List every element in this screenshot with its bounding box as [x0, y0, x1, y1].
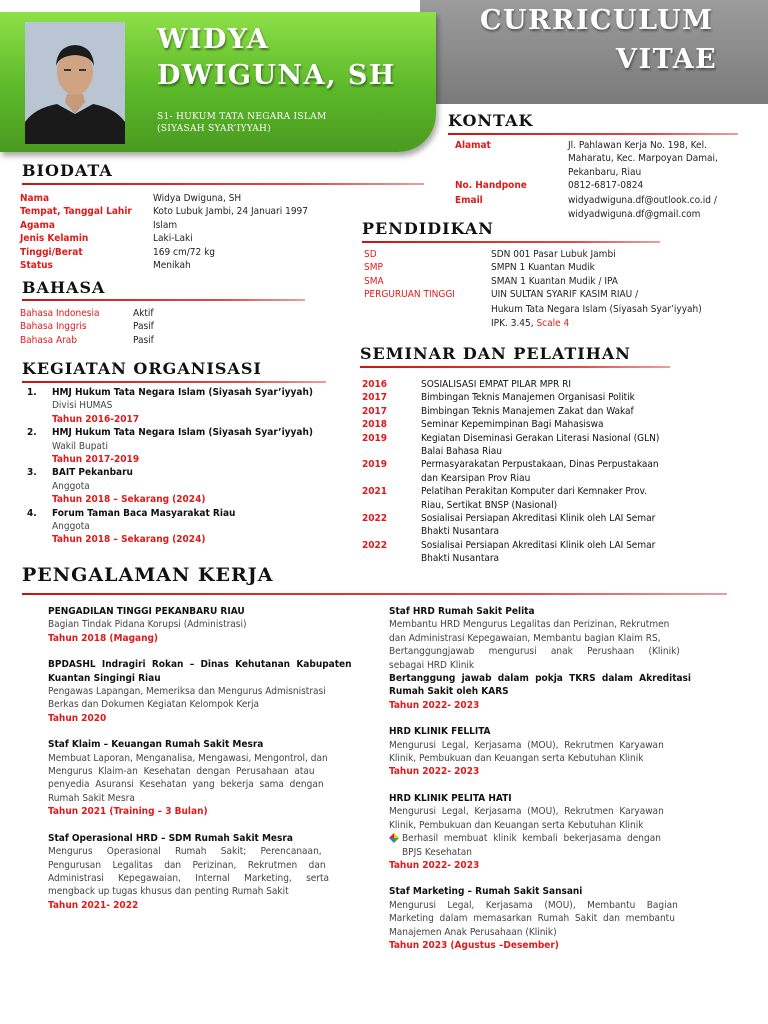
pendidikan-value: UIN SULTAN SYARIF KASIM RIAU / [491, 289, 639, 301]
seminar-year: 2019 [362, 432, 388, 444]
biodata-value: Menikah [153, 259, 191, 271]
experience-desc: Marketing dalam memasarkan Rumah Sakit dan membantu [389, 913, 675, 925]
email-line: widyadwiguna.df@outlook.co.id / [568, 195, 717, 206]
seminar-year: 2017 [362, 392, 388, 404]
experience-desc: sebagai HRD Klinik [389, 659, 475, 671]
seminar-item [362, 378, 702, 391]
seminar-text [421, 432, 659, 459]
seminar-item [362, 391, 702, 404]
organisasi-title: HMJ Hukum Tata Negara Islam (Siyasah Syar’iyyah) [52, 387, 313, 398]
alamat-label: Alamat [455, 140, 491, 151]
seminar-text [421, 405, 634, 418]
experience-year: Tahun 2018 (Magang) [48, 632, 159, 644]
alamat-line: Maharatu, Kec. Marpoyan Damai, [568, 153, 718, 165]
experience-desc: Membuat Laporan, Menganalisa, Mengawasi, Mengontrol, dan [48, 752, 328, 764]
experience-desc: Administrasi Kepegawaian, Internal Marketing, serta [48, 872, 330, 884]
ipk-scale: Scale 4 [536, 318, 570, 329]
pendidikan-label: SMP [364, 262, 383, 274]
experience-item [48, 738, 338, 818]
experience-title: Staf Klaim – Keuangan Rumah Sakit Mesra [48, 739, 264, 751]
seminar-item [362, 485, 702, 512]
pt-ipk [491, 317, 569, 330]
degree-line-1: S1- HUKUM TATA NEGARA ISLAM [157, 112, 327, 122]
seminar-text-line: Bimbingan Teknis Manajemen Organisasi Politik [421, 392, 635, 404]
profile-photo [25, 22, 125, 144]
experience-item [48, 658, 352, 725]
pengalaman-right-column [389, 605, 691, 965]
seminar-text-line: Riau, Sertikat BNSP (Nasional) [421, 499, 558, 511]
experience-desc: Mengurusi Legal, Kerjasama (MOU), Rekrutmen Karyawan [389, 806, 664, 818]
alamat-line: Pekanbaru, Riau [568, 166, 642, 178]
seminar-text-line: Sosialisai Persiapan Akreditasi Klinik oleh LAI Semar [421, 539, 656, 551]
experience-year: Tahun 2021- 2022 [48, 899, 139, 911]
seminar-heading: SEMINAR DAN PELATIHAN [360, 344, 631, 363]
experience-title: Staf Marketing – Rumah Sakit Sansani [389, 886, 583, 898]
experience-desc: Mengurusi Legal, Kerjasama (MOU), Rekrutmen Karyawan [389, 739, 664, 751]
experience-desc: Berkas dan Dokumen Kegiatan Kelompok Kerja [48, 699, 260, 711]
bahasa-row [20, 334, 280, 347]
experience-item [389, 725, 679, 779]
experience-desc: Membantu HRD Mengurus Legalitas dan Perizinan, Rekrutmen [389, 619, 670, 631]
experience-desc: mengback up tugas khusus dan penting Rumah Sakit [48, 886, 289, 898]
degree-line-2: (SIYASAH SYAR’IYYAH) [157, 124, 271, 134]
kontak-rule [448, 133, 738, 135]
seminar-text-line: Kegiatan Diseminasi Gerakan Literasi Nasional (GLN) [421, 432, 660, 444]
cv-title-line-1: CURRICULUM [480, 5, 714, 36]
name-line-1: WIDYA [157, 24, 270, 55]
experience-desc: Mengurusi Legal, Kerjasama (MOU), Membantu Bagian [389, 899, 678, 911]
organisasi-number: 2. [27, 427, 37, 439]
organisasi-item [27, 507, 357, 547]
seminar-text-line: Seminar Kepemimpinan Bagi Mahasiswa [421, 419, 604, 431]
pendidikan-label: SD [364, 249, 377, 260]
biodata-value: Islam [153, 219, 178, 231]
biodata-rule [22, 183, 424, 185]
bahasa-label: Bahasa Indonesia [20, 308, 100, 319]
experience-desc: penyedia Asuransi Kesehatan yang bekerja sama dengan [48, 779, 324, 791]
organisasi-title: HMJ Hukum Tata Negara Islam (Siyasah Syar’iyyah) [52, 427, 313, 439]
seminar-year: 2022 [362, 539, 388, 551]
experience-desc-bold: Rumah Sakit oleh KARS [389, 686, 509, 698]
pendidikan-value: SMAN 1 Kuantan Mudik / IPA [491, 275, 618, 287]
organisasi-year: Tahun 2018 – Sekarang (2024) [52, 534, 206, 546]
pendidikan-rule [362, 241, 660, 243]
seminar-text [421, 458, 659, 485]
seminar-item [362, 418, 702, 431]
experience-desc: Rumah Sakit Mesra [48, 792, 135, 804]
bahasa-row [20, 307, 280, 320]
experience-title: Staf HRD Rumah Sakit Pelita [389, 606, 535, 617]
seminar-item [362, 458, 702, 485]
biodata-row [20, 192, 380, 205]
experience-title: PENGADILAN TINGGI PEKANBARU RIAU [48, 606, 245, 617]
seminar-list [362, 378, 702, 566]
pengalaman-left-column [48, 605, 352, 925]
seminar-text-line: Bhakti Nusantara [421, 526, 500, 538]
seminar-text-line: Sosialisai Persiapan Akreditasi Klinik oleh LAI Semar [421, 513, 656, 525]
pengalaman-heading: PENGALAMAN KERJA [22, 564, 274, 586]
biodata-table [20, 192, 380, 272]
experience-title: HRD KLINIK PELITA HATI [389, 792, 512, 804]
organisasi-year: Tahun 2016-2017 [52, 413, 140, 425]
experience-item [389, 792, 679, 872]
biodata-value: 169 cm/72 kg [153, 246, 215, 258]
organisasi-item [27, 386, 357, 426]
biodata-row [20, 232, 380, 245]
organisasi-role: Anggota [52, 521, 90, 533]
seminar-text-line: Bimbingan Teknis Manajemen Zakat dan Wakaf [421, 405, 634, 417]
biodata-value: Laki-Laki [153, 233, 193, 245]
organisasi-title: Forum Taman Baca Masyarakat Riau [52, 507, 236, 519]
alamat-line: Jl. Pahlawan Kerja No. 198, Kel. [568, 140, 707, 151]
organisasi-number: 4. [27, 507, 37, 519]
experience-year: Tahun 2020 [48, 712, 107, 724]
seminar-item [362, 405, 702, 418]
seminar-text-line: Permasyarakatan Perpustakaan, Dinas Perpustakaan [421, 459, 659, 471]
experience-year: Tahun 2022- 2023 [389, 766, 480, 778]
pendidikan-value: SDN 001 Pasar Lubuk Jambi [491, 249, 616, 260]
organisasi-list [27, 386, 357, 547]
pendidikan-table [364, 248, 754, 302]
pt-major: Hukum Tata Negara Islam (Siyasah Syar’iyyah) [491, 304, 702, 315]
organisasi-year: Tahun 2017-2019 [52, 454, 140, 466]
seminar-year: 2016 [362, 379, 388, 390]
seminar-item [362, 539, 702, 566]
email-value [568, 194, 717, 222]
organisasi-heading: KEGIATAN ORGANISASI [22, 359, 262, 378]
experience-desc: Manajemen Anak Perusahaan (Klinik) [389, 926, 557, 938]
biodata-value: Widya Dwiguna, SH [153, 193, 242, 204]
experience-desc: Mengurus Klaim-an Kesehatan dengan Perusahaan atau [48, 766, 315, 778]
organisasi-role: Wakil Bupati [52, 440, 108, 452]
biodata-row [20, 219, 380, 232]
experience-desc: Klinik, Pembukuan dan Keuangan serta Kebutuhan Klinik [389, 819, 644, 831]
experience-item [389, 605, 691, 712]
seminar-text [421, 485, 647, 512]
bahasa-value: Pasif [133, 321, 154, 333]
biodata-row [20, 205, 380, 218]
biodata-label: Agama [20, 219, 55, 231]
experience-desc: dan Administrasi Kepegawaian, Membantu bagian Klaim RS, [389, 632, 661, 644]
seminar-text [421, 391, 635, 404]
bahasa-label: Bahasa Arab [20, 334, 78, 346]
seminar-year: 2022 [362, 513, 388, 525]
experience-bullet-line: BPJS Kesehatan [402, 846, 472, 858]
seminar-rule [360, 366, 670, 368]
pendidikan-row [364, 275, 754, 288]
seminar-item [362, 512, 702, 539]
bahasa-heading: BAHASA [22, 278, 106, 297]
ipk-value: IPK. 3.45, [491, 318, 534, 329]
bahasa-rule [22, 299, 305, 301]
pendidikan-label: SMA [364, 275, 384, 287]
seminar-text-line: Pelatihan Perakitan Komputer dari Kemnaker Prov. [421, 486, 648, 498]
seminar-year: 2017 [362, 405, 388, 417]
biodata-row [20, 246, 380, 259]
bullet-diamond-icon [389, 833, 400, 847]
experience-item [389, 885, 679, 952]
organisasi-item [27, 426, 357, 466]
seminar-year: 2018 [362, 419, 388, 431]
handphone-label: No. Handpone [455, 180, 527, 191]
pendidikan-row [364, 288, 754, 301]
pengalaman-rule [22, 593, 727, 595]
biodata-heading: BIODATA [22, 161, 113, 180]
pendidikan-row [364, 261, 754, 274]
experience-desc: Bertanggungjawab mengurusi anak Perushaan (Klinik) [389, 646, 680, 658]
kontak-heading: KONTAK [448, 111, 534, 130]
bahasa-label: Bahasa Inggris [20, 321, 87, 333]
experience-title: HRD KLINIK FELLITA [389, 726, 491, 738]
biodata-label: Tempat, Tanggal Lahir [20, 206, 132, 218]
experience-year: Tahun 2022- 2023 [389, 699, 480, 711]
bahasa-row [20, 320, 280, 333]
biodata-value: Koto Lubuk Jambi, 24 Januari 1997 [153, 206, 308, 218]
seminar-text-line: dan Kearsipan Prov Riau [421, 472, 531, 484]
experience-desc: Pengawas Lapangan, Memeriksa dan Mengurus Admisnistrasi [48, 686, 326, 698]
biodata-row [20, 259, 380, 272]
seminar-item [362, 432, 702, 459]
experience-desc: Bagian Tindak Pidana Korupsi (Administrasi) [48, 619, 247, 631]
biodata-label: Jenis Kelamin [20, 233, 89, 245]
experience-desc: Klinik, Pembukuan dan Keuangan serta Kebutuhan Klinik [389, 753, 644, 765]
organisasi-rule [22, 381, 326, 383]
seminar-text-line: Balai Bahasa Riau [421, 446, 502, 458]
bahasa-value: Pasif [133, 334, 154, 346]
experience-bullet [389, 832, 679, 859]
organisasi-role: Anggota [52, 480, 90, 492]
pendidikan-label: PERGURUAN TINGGI [364, 289, 455, 301]
seminar-text-line: Bhakti Nusantara [421, 553, 500, 565]
experience-item [48, 605, 338, 645]
organisasi-item [27, 466, 357, 506]
seminar-text [421, 512, 655, 539]
organisasi-role: Divisi HUMAS [52, 400, 113, 412]
biodata-label: Status [20, 259, 53, 271]
seminar-year: 2019 [362, 459, 388, 471]
cv-title-line-2: VITAE [616, 44, 718, 75]
experience-item [48, 832, 338, 912]
seminar-text [421, 539, 655, 566]
biodata-label: Nama [20, 193, 50, 204]
experience-title: BPDASHL Indragiri Rokan – Dinas Kehutanan Kabupaten [48, 659, 352, 671]
seminar-text [421, 378, 571, 391]
name-line-2: DWIGUNA, SH [157, 60, 396, 91]
pendidikan-row [364, 248, 754, 261]
pendidikan-value: SMPN 1 Kuantan Mudik [491, 262, 595, 274]
handphone-value: 0812-6817-0824 [568, 180, 644, 191]
organisasi-year: Tahun 2018 – Sekarang (2024) [52, 494, 206, 506]
seminar-year: 2021 [362, 486, 388, 498]
experience-desc: Mengurus Operasional Rumah Sakit; Perencanaan, [48, 846, 322, 858]
experience-year: Tahun 2021 (Training – 3 Bulan) [48, 806, 208, 818]
organisasi-number: 3. [27, 467, 37, 479]
email-label: Email [455, 195, 483, 206]
experience-year: Tahun 2022- 2023 [389, 859, 480, 871]
bahasa-value: Aktif [133, 308, 154, 319]
experience-desc-bold: Bertanggung jawab dalam pokja TKRS dalam Akreditasi [389, 673, 691, 685]
organisasi-title: BAIT Pekanbaru [52, 467, 133, 479]
organisasi-number: 1. [27, 387, 37, 398]
experience-year: Tahun 2023 (Agustus –Desember) [389, 939, 559, 951]
experience-desc: Pengurusan Legalitas dan Perizinan, Rekrutmen dan [48, 859, 326, 871]
biodata-label: Tinggi/Berat [20, 246, 83, 258]
seminar-text-line: SOSIALISASI EMPAT PILAR MPR RI [421, 379, 571, 390]
experience-bullet-line: Berhasil membuat klinik kembali bekerjasama dengan [402, 833, 661, 845]
email-line: widyadwiguna.df@gmail.com [568, 209, 701, 221]
seminar-text [421, 418, 603, 431]
experience-title: Kuantan Singingi Riau [48, 672, 161, 684]
experience-title: Staf Operasional HRD – SDM Rumah Sakit Mesra [48, 832, 293, 844]
bahasa-table [20, 307, 280, 347]
pendidikan-heading: PENDIDIKAN [362, 219, 494, 238]
alamat-value [568, 139, 718, 179]
